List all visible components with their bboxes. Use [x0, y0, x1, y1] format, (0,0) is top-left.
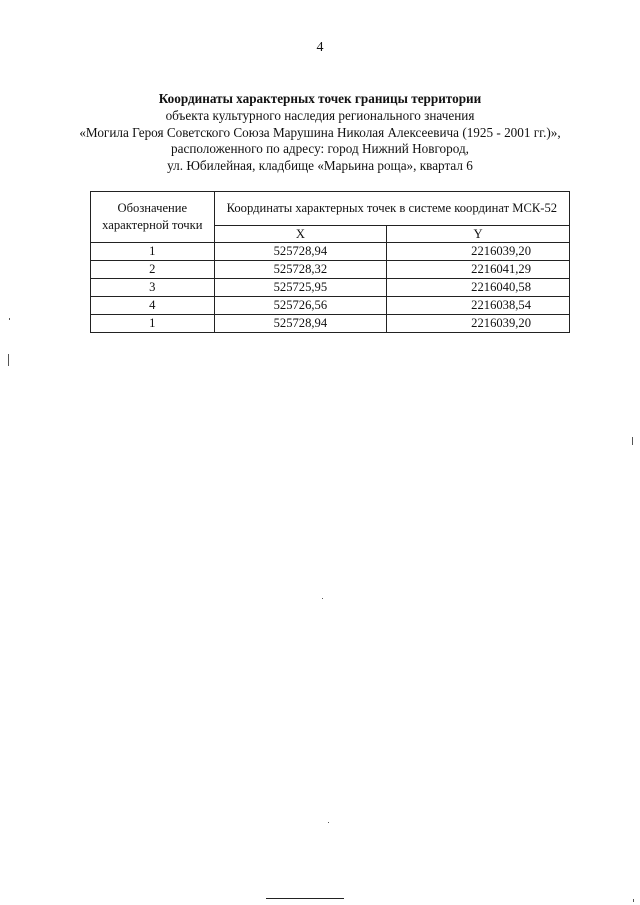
y-cell: 2216040,58	[387, 279, 570, 297]
coordinates-table	[90, 191, 570, 333]
heading-title: Координаты характерных точек границы территории	[158, 91, 482, 106]
table-row	[91, 261, 570, 279]
scan-mark-middle-dot	[322, 598, 323, 599]
heading-line-3: расположенного по адресу: город Нижний Новгород,	[171, 141, 469, 157]
x-cell: 525728,94	[214, 315, 386, 333]
point-cell: 1	[91, 315, 215, 333]
page-number: 4	[316, 40, 324, 55]
scan-mark-corner	[633, 899, 634, 902]
scan-mark-right	[632, 437, 633, 445]
table-row	[91, 297, 570, 315]
heading-line-4: ул. Юбилейная, кладбище «Марьина роща», квартал 6	[167, 158, 473, 174]
coordinates-column-header: Координаты характерных точек в системе координат МСК-52	[214, 192, 569, 226]
point-cell: 4	[91, 297, 215, 315]
document-heading	[0, 91, 640, 175]
scan-mark-left-dot	[9, 318, 10, 320]
scan-mark-left	[8, 354, 9, 366]
point-cell: 1	[91, 243, 215, 261]
y-cell: 2216041,29	[387, 261, 570, 279]
heading-line-1: объекта культурного наследия регионального значения	[165, 107, 475, 123]
table-row	[91, 243, 570, 261]
x-cell: 525728,94	[214, 243, 386, 261]
table-row	[91, 279, 570, 297]
point-cell: 2	[91, 261, 215, 279]
x-cell: 525726,56	[214, 297, 386, 315]
y-cell: 2216038,54	[387, 297, 570, 315]
scan-mark-lower-dot	[328, 822, 329, 823]
footer-rule	[266, 898, 344, 899]
heading-line-2: «Могила Героя Советского Союза Марушина Николая Алексеевича (1925 - 2001 гг.)»,	[79, 124, 561, 140]
y-column-header: Y	[387, 225, 570, 242]
x-cell: 525728,32	[214, 261, 386, 279]
x-cell: 525725,95	[214, 279, 386, 297]
x-column-header: X	[214, 225, 386, 242]
y-cell: 2216039,20	[387, 315, 570, 333]
point-cell: 3	[91, 279, 215, 297]
point-column-header: Обозначение характерной точки	[91, 192, 215, 243]
table-row	[91, 315, 570, 333]
y-cell: 2216039,20	[387, 243, 570, 261]
